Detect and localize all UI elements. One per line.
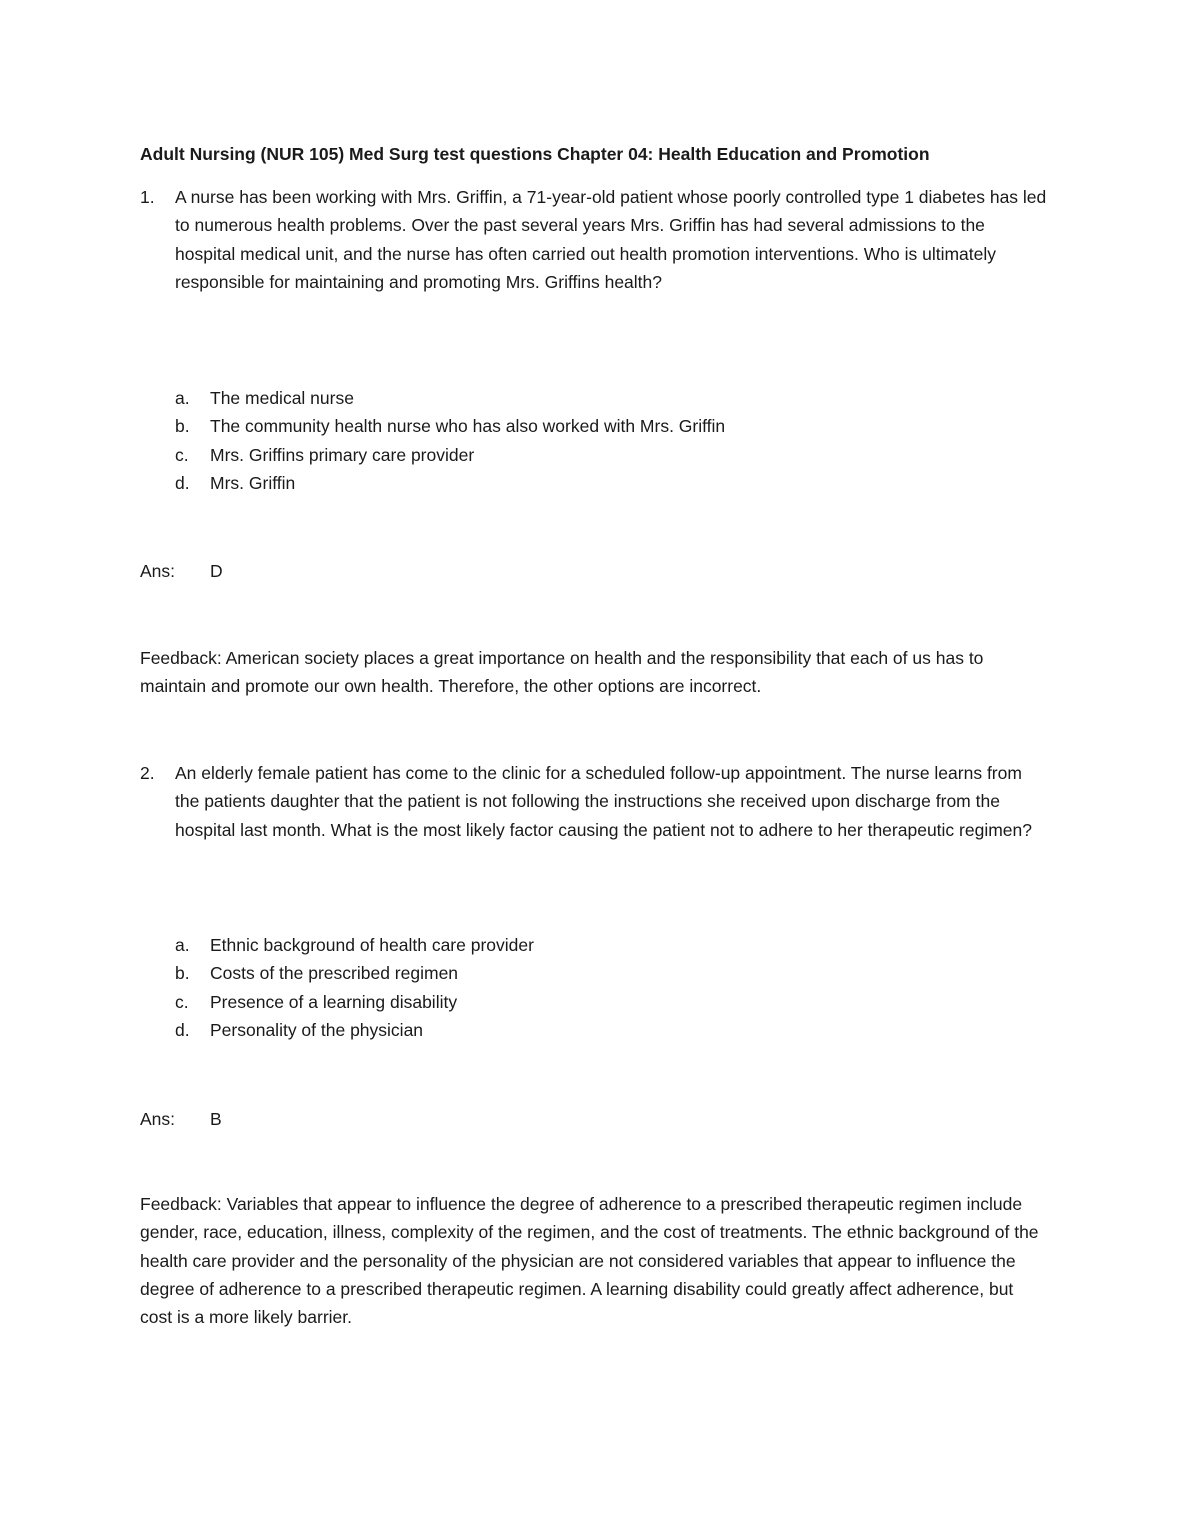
question-1-options	[175, 384, 875, 497]
question-2	[140, 759, 1050, 844]
document-title: Adult Nursing (NUR 105) Med Surg test questions Chapter 04: Health Education and Promotion	[140, 144, 930, 164]
option-b	[175, 959, 875, 987]
answer-2	[140, 1105, 222, 1133]
option-text: Costs of the prescribed regimen	[210, 963, 459, 984]
question-1	[140, 183, 1050, 296]
option-text: Mrs. Griffins primary care provider	[210, 444, 475, 465]
option-a	[175, 384, 875, 412]
option-a	[175, 931, 875, 959]
option-letter: a.	[175, 935, 190, 955]
question-number: 2.	[140, 763, 155, 783]
question-text: A nurse has been working with Mrs. Griffin, a 71-year-old patient whose poorly controlled type 1 diabetes has led to numerous health problems. Over the past several years Mrs. Griffin has had several admissions to the hospital medical unit, and the nurse has often carried out health promotion interventions. Who is ultimately responsible for maintaining and promoting Mrs. Griffins health?	[175, 187, 1047, 292]
option-d	[175, 469, 875, 497]
option-letter: c.	[175, 991, 189, 1012]
option-letter: d.	[175, 1019, 190, 1040]
option-text: Ethnic background of health care provider	[210, 935, 534, 955]
option-letter: c.	[175, 444, 189, 465]
option-text: Presence of a learning disability	[210, 991, 458, 1012]
answer-value: B	[210, 1109, 222, 1129]
answer-label: Ans:	[140, 1109, 176, 1129]
option-letter: a.	[175, 388, 190, 408]
option-letter: b.	[175, 416, 190, 437]
option-c	[175, 441, 875, 469]
answer-label: Ans:	[140, 561, 176, 581]
answer-1	[140, 557, 223, 585]
feedback-2: Feedback: Variables that appear to influence the degree of adherence to a prescribed therapeutic regimen include gender, race, education, illness, complexity of the regimen, and the cost of treatments. The ethnic background of the health care provider and the personality of the physician are not considered variables that appear to influence the degree of adherence to a prescribed therapeutic regimen. A learning disability could greatly affect adherence, but cost is a more likely barrier.	[140, 1194, 1039, 1328]
option-letter: d.	[175, 472, 190, 493]
option-text: The community health nurse who has also worked with Mrs. Griffin	[210, 416, 726, 437]
option-text: The medical nurse	[210, 388, 354, 408]
question-number: 1.	[140, 187, 155, 207]
option-d	[175, 1016, 875, 1044]
feedback-1: Feedback: American society places a great importance on health and the responsibility that each of us has to maintain and promote our own health. Therefore, the other options are incorrect.	[140, 648, 984, 697]
answer-value: D	[210, 561, 223, 581]
option-c	[175, 988, 875, 1016]
option-text: Mrs. Griffin	[210, 472, 296, 493]
option-text: Personality of the physician	[210, 1019, 424, 1040]
question-text: An elderly female patient has come to the clinic for a scheduled follow-up appointment. The nurse learns from the patients daughter that the patient is not following the instructions she received upon discharge from the hospital last month. What is the most likely factor causing the patient not to adhere to her therapeutic regimen?	[175, 763, 1032, 840]
option-b	[175, 412, 875, 440]
option-letter: b.	[175, 963, 190, 984]
question-2-options	[175, 931, 875, 1044]
